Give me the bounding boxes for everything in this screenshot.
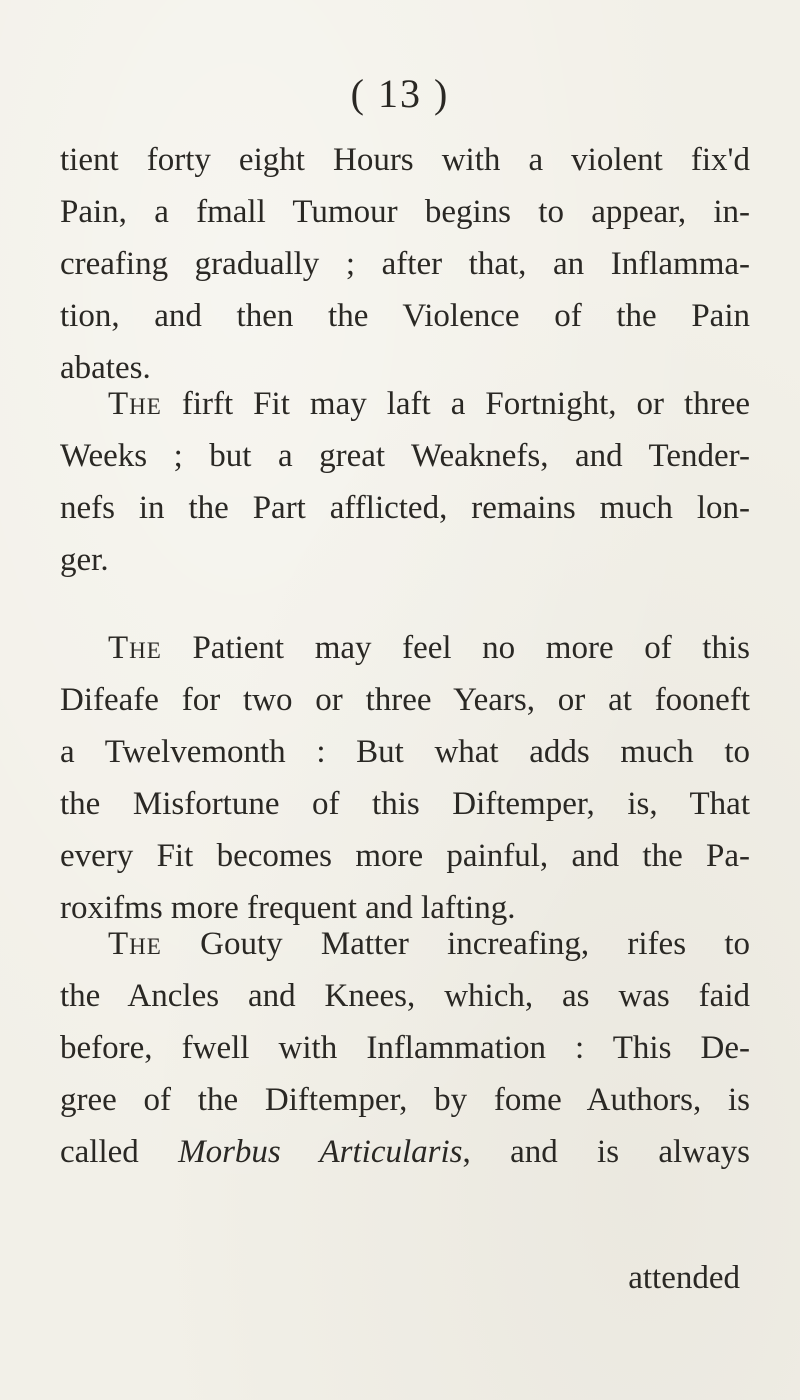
- line-rest: Gouty Matter increafing, rifes to: [161, 926, 750, 962]
- text-line: ger.: [60, 542, 109, 578]
- text-line: a Twelvemonth : But what adds much to: [60, 734, 750, 770]
- text-line: nefs in the Part afflicted, remains much lon-: [60, 490, 750, 526]
- first-word: The: [108, 630, 162, 666]
- paragraph-4: [60, 918, 750, 1178]
- text-line: tient forty eight Hours with a violent fix'd: [60, 142, 750, 178]
- text-line: Difeafe for two or three Years, or at fooneft: [60, 682, 750, 718]
- line-end: , and is always: [462, 1134, 750, 1170]
- text-line: [60, 1126, 750, 1178]
- text-line: every Fit becomes more painful, and the Pa-: [60, 838, 750, 874]
- text-line: [60, 378, 750, 430]
- line-rest: firft Fit may laft a Fortnight, or three: [161, 386, 750, 422]
- text-line: before, fwell with Inflammation : This De-: [60, 1030, 750, 1066]
- text-line: tion, and then the Violence of the Pain: [60, 298, 750, 334]
- line-start: called: [60, 1134, 179, 1170]
- first-word: The: [108, 386, 162, 422]
- text-line: [60, 918, 750, 970]
- text-line: [60, 622, 750, 674]
- text-line: the Misfortune of this Diftemper, is, That: [60, 786, 750, 822]
- italic-term: Morbus Articularis: [178, 1134, 463, 1170]
- text-line: the Ancles and Knees, which, as was faid: [60, 978, 750, 1014]
- text-line: roxifms more frequent and lafting.: [60, 890, 516, 926]
- text-line: Pain, a fmall Tumour begins to appear, in-: [60, 194, 750, 230]
- text-line: Weeks ; but a great Weaknefs, and Tender-: [60, 438, 750, 474]
- line-rest: Patient may feel no more of this: [161, 630, 750, 666]
- first-word: The: [108, 926, 162, 962]
- text-line: gree of the Diftemper, by fome Authors, is: [60, 1082, 750, 1118]
- paragraph-3: [60, 622, 750, 934]
- paragraph-1: [60, 134, 750, 394]
- text-line: abates.: [60, 350, 151, 386]
- catchword: attended: [628, 1260, 740, 1296]
- text-line: creafing gradually ; after that, an Inflamma-: [60, 246, 750, 282]
- page-number: ( 13 ): [350, 71, 450, 116]
- paragraph-2: [60, 378, 750, 586]
